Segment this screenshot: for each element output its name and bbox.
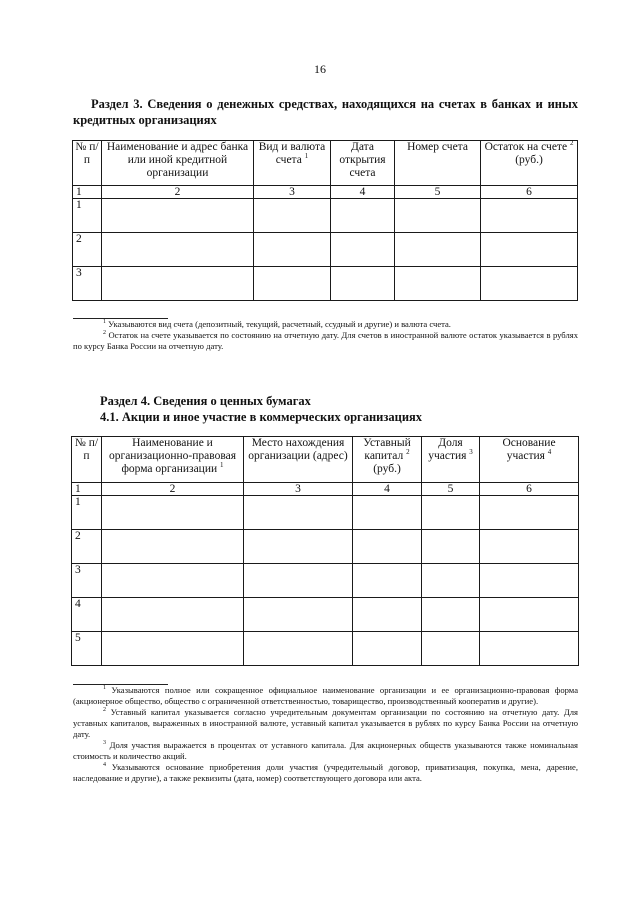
footnote-ref: 4 (547, 448, 552, 456)
table-cell[interactable] (422, 530, 480, 564)
table-cell[interactable] (254, 199, 331, 233)
footnote: $^2$ Остаток на счете указывается по состоянию на отчетную дату. Для счетов в иностранной валюте остаток указывается в рублях по курсу Банка России на отчетную дату. (73, 330, 579, 351)
section-4-title: Раздел 4. Сведения о ценных бумагах (100, 394, 311, 408)
row-number: 2 (73, 233, 102, 267)
table-cell[interactable] (353, 496, 422, 530)
row-number: 1 (72, 496, 102, 530)
column-index: 5 (422, 483, 480, 496)
table-row (72, 564, 579, 598)
row-number: 3 (72, 564, 102, 598)
table-cell[interactable] (395, 199, 481, 233)
header-bank-name: Наименование и адрес банка или иной кредитной организации (102, 141, 254, 186)
table-cell[interactable] (102, 632, 244, 666)
table-cell[interactable] (422, 496, 480, 530)
table-cell[interactable] (481, 267, 578, 301)
table-cell[interactable] (102, 233, 254, 267)
section-3-footnotes (73, 319, 578, 352)
table-cell[interactable] (480, 496, 579, 530)
table-row (73, 233, 578, 267)
column-index: 1 (73, 186, 102, 199)
table-header-row (73, 141, 578, 186)
page-number: 16 (314, 62, 326, 76)
column-index: 4 (353, 483, 422, 496)
table-header-row (72, 437, 579, 483)
table-cell[interactable] (353, 598, 422, 632)
table-cell[interactable] (254, 267, 331, 301)
column-index: 2 (102, 186, 254, 199)
section-3-title: Раздел 3. Сведения о денежных средствах, находящихся на счетах в банках и иных кредитных организациях (73, 97, 578, 127)
table-cell[interactable] (102, 598, 244, 632)
header-number: № п/п (73, 141, 102, 186)
table-row (72, 530, 579, 564)
table-cell[interactable] (244, 632, 353, 666)
header-basis: Основание участия $^4$ (480, 437, 579, 483)
table-cell[interactable] (480, 564, 579, 598)
shares-participation-table (71, 436, 579, 666)
table-cell[interactable] (102, 496, 244, 530)
column-index-row (73, 186, 578, 199)
table-cell[interactable] (102, 267, 254, 301)
table-cell[interactable] (481, 233, 578, 267)
bank-accounts-table (72, 140, 578, 301)
table-cell[interactable] (395, 267, 481, 301)
footnote-ref: 2 (406, 448, 410, 456)
footnote-ref: 1 (304, 152, 309, 160)
table-cell[interactable] (480, 598, 579, 632)
column-index: 3 (244, 483, 353, 496)
column-index: 6 (481, 186, 578, 199)
column-index-row (72, 483, 579, 496)
column-index: 1 (72, 483, 102, 496)
table-cell[interactable] (480, 632, 579, 666)
table-row (73, 199, 578, 233)
table-cell[interactable] (331, 267, 395, 301)
section-4-heading (100, 393, 580, 425)
table-cell[interactable] (244, 496, 353, 530)
table-cell[interactable] (353, 632, 422, 666)
table-cell[interactable] (102, 564, 244, 598)
table-cell[interactable] (102, 199, 254, 233)
header-organization-name: Наименование и организационно-правовая форма организации $^1$ (102, 437, 244, 483)
footnote: $^1$ Указываются полное или сокращенное официальное наименование организации и ее организационно-правовая форма (акционерное общество, общество с ограниченной ответственностью, товарищество, производственный кооператив и другие). (73, 685, 579, 706)
section-4-footnotes (73, 685, 578, 784)
table-cell[interactable] (244, 530, 353, 564)
footnote: $^1$ Указываются вид счета (депозитный, текущий, расчетный, ссудный и другие) и валюта счета. (103, 319, 451, 329)
column-index: 3 (254, 186, 331, 199)
table-cell[interactable] (244, 564, 353, 598)
row-number: 3 (73, 267, 102, 301)
table-cell[interactable] (353, 564, 422, 598)
row-number: 2 (72, 530, 102, 564)
table-cell[interactable] (254, 233, 331, 267)
table-cell[interactable] (244, 598, 353, 632)
header-open-date: Дата открытия счета (331, 141, 395, 186)
table-cell[interactable] (422, 598, 480, 632)
header-location: Место нахождения организации (адрес) (244, 437, 353, 483)
footnote: $^2$ Уставный капитал указывается согласно учредительным документам организации по состоянию на отчетную дату. Для уставных капиталов, выраженных в иностранной валюте, уставный капитал указывается в рублях по курсу Банка России на отчетную дату. (73, 707, 578, 739)
table-cell[interactable] (422, 632, 480, 666)
table-cell[interactable] (480, 530, 579, 564)
header-balance: Остаток на счете $^2$ (руб.) (481, 141, 578, 186)
row-number: 5 (72, 632, 102, 666)
row-number: 1 (73, 199, 102, 233)
table-cell[interactable] (331, 199, 395, 233)
header-charter-capital: Уставный капитал $^2$ (руб.) (353, 437, 422, 483)
table-row (72, 496, 579, 530)
table-row (72, 632, 579, 666)
footnote: $^3$ Доля участия выражается в процентах от уставного капитала. Для акционерных обществ указываются также номинальная стоимость и количество акций. (73, 740, 578, 761)
table-row (72, 598, 579, 632)
table-cell[interactable] (395, 233, 481, 267)
column-index: 6 (480, 483, 579, 496)
header-share: Доля участия $^3$ (422, 437, 480, 483)
column-index: 5 (395, 186, 481, 199)
row-number: 4 (72, 598, 102, 632)
footnote-ref: 1 (220, 461, 224, 469)
table-cell[interactable] (102, 530, 244, 564)
header-number: № п/п (72, 437, 102, 483)
footnote-ref: 2 (569, 139, 574, 147)
table-row (73, 267, 578, 301)
table-cell[interactable] (481, 199, 578, 233)
column-index: 2 (102, 483, 244, 496)
column-index: 4 (331, 186, 395, 199)
table-cell[interactable] (353, 530, 422, 564)
header-account-type: Вид и валюта счета $^1$ (254, 141, 331, 186)
table-cell[interactable] (331, 233, 395, 267)
table-cell[interactable] (422, 564, 480, 598)
footnote: $^4$ Указываются основание приобретения доли участия (учредительный договор, приватизация, покупка, мена, дарение, наследование и другие), а также реквизиты (дата, номер) соответствующего договора или акта. (73, 762, 578, 783)
header-account-number: Номер счета (395, 141, 481, 186)
section-4-subtitle: 4.1. Акции и иное участие в коммерческих организациях (100, 410, 423, 424)
footnote-ref: 3 (469, 448, 473, 456)
